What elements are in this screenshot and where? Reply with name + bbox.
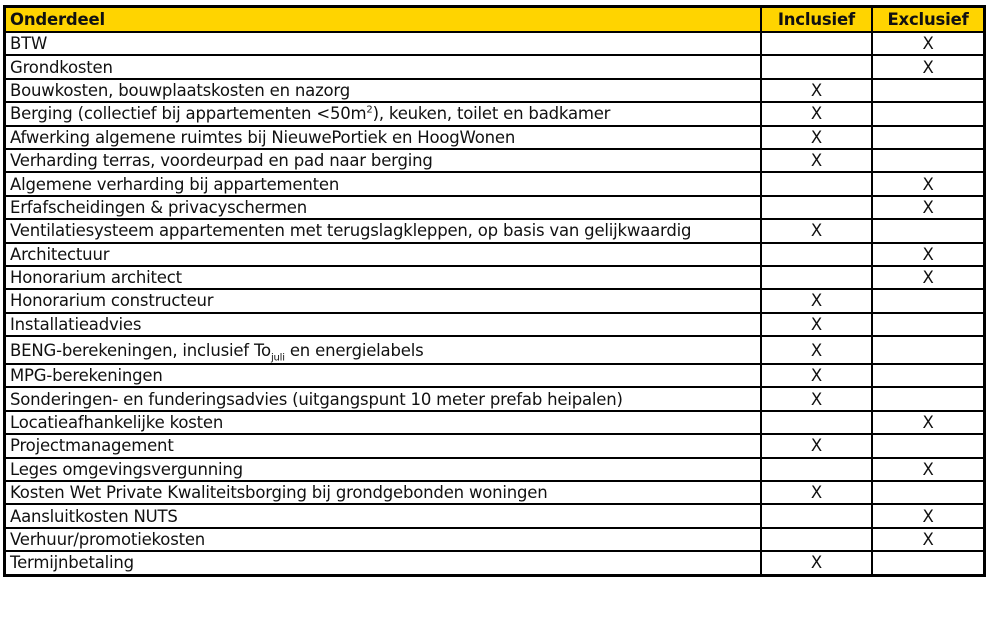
subscript: juli [270,351,285,363]
row-label [5,364,761,387]
inclusief-cell [761,504,872,527]
inclusief-cell [761,126,872,149]
row-label [5,172,761,195]
header-inclusief: Inclusief [761,7,872,33]
x-mark: X [922,197,934,217]
exclusief-cell [872,458,984,481]
label-text: Aansluitkosten NUTS [10,506,178,526]
row-label [5,102,761,125]
table-row [5,481,985,504]
table-row [5,219,985,242]
row-label [5,458,761,481]
table-row [5,336,985,364]
row-label [5,289,761,312]
exclusief-cell [872,79,984,102]
exclusief-cell [872,172,984,195]
exclusief-cell [872,219,984,242]
label-text: Sonderingen- en funderingsadvies (uitgangspunt 10 meter prefab heipalen) [10,389,623,409]
x-mark: X [810,291,822,311]
row-label [5,196,761,219]
x-mark: X [810,104,822,124]
table-row [5,434,985,457]
table-row [5,458,985,481]
exclusief-cell [872,32,984,55]
label-text: BTW [10,34,48,54]
inclusief-cell [761,528,872,551]
label-text: Algemene verharding bij appartementen [10,174,340,194]
inclusief-cell [761,266,872,289]
label-text: Grondkosten [10,57,113,77]
label-text: Honorarium architect [10,268,182,288]
row-label [5,434,761,457]
table-row [5,172,985,195]
x-mark: X [810,483,822,503]
row-label [5,551,761,575]
table-row [5,411,985,434]
table-row [5,126,985,149]
row-label [5,528,761,551]
label-text: Afwerking algemene ruimtes bij NieuwePortiek en HoogWonen [10,127,516,147]
inclusief-cell [761,55,872,78]
inclusief-cell [761,364,872,387]
inclusief-cell [761,196,872,219]
inclusief-cell [761,149,872,172]
exclusief-cell [872,55,984,78]
superscript: 2 [366,104,373,116]
label-text-after: en energielabels [284,340,424,360]
x-mark: X [922,34,934,54]
inclusief-cell [761,243,872,266]
row-label [5,79,761,102]
row-label [5,266,761,289]
inclusief-cell [761,32,872,55]
inclusief-cell [761,551,872,575]
table-row [5,196,985,219]
table-row [5,32,985,55]
inclusief-cell [761,313,872,336]
x-mark: X [810,151,822,171]
label-text: Locatieafhankelijke kosten [10,413,224,433]
x-mark: X [922,506,934,526]
row-label [5,411,761,434]
row-label [5,313,761,336]
label-text: Erfafscheidingen & privacyschermen [10,197,307,217]
row-label [5,243,761,266]
x-mark: X [922,57,934,77]
row-label [5,336,761,364]
exclusief-cell [872,528,984,551]
inclusief-cell [761,434,872,457]
header-row [5,7,985,33]
exclusief-cell [872,434,984,457]
inclusief-cell [761,219,872,242]
inclusief-cell [761,458,872,481]
label-text: Verharding terras, voordeurpad en pad naar berging [10,151,433,171]
x-mark: X [922,244,934,264]
exclusief-cell [872,149,984,172]
x-mark: X [810,366,822,386]
inclusief-cell [761,102,872,125]
row-label [5,55,761,78]
x-mark: X [922,530,934,549]
row-label [5,481,761,504]
x-mark: X [810,221,822,241]
table-row [5,551,985,575]
exclusief-cell [872,504,984,527]
table-row [5,504,985,527]
table-row [5,364,985,387]
x-mark: X [810,80,822,100]
exclusief-cell [872,126,984,149]
x-mark: X [922,268,934,288]
inclusief-cell [761,411,872,434]
x-mark: X [922,413,934,433]
cost-table [3,5,986,577]
label-text: Honorarium constructeur [10,291,214,311]
label-text: Kosten Wet Private Kwaliteitsborging bij grondgebonden woningen [10,483,548,503]
label-text: Leges omgevingsvergunning [10,459,243,479]
exclusief-cell [872,196,984,219]
x-mark: X [810,314,822,334]
x-mark: X [922,459,934,479]
x-mark: X [810,340,822,360]
table-row [5,528,985,551]
row-label [5,149,761,172]
row-label [5,504,761,527]
table-row [5,79,985,102]
inclusief-cell [761,336,872,364]
inclusief-cell [761,172,872,195]
exclusief-cell [872,102,984,125]
exclusief-cell [872,336,984,364]
row-label [5,387,761,410]
label-text: BENG-berekeningen, inclusief To [10,340,271,360]
table-row [5,102,985,125]
label-text: Architectuur [10,244,110,264]
table-row [5,243,985,266]
exclusief-cell [872,364,984,387]
label-text: Bouwkosten, bouwplaatskosten en nazorg [10,80,350,100]
label-text: Berging (collectief bij appartementen <50m [10,104,367,124]
exclusief-cell [872,266,984,289]
table-row [5,313,985,336]
exclusief-cell [872,289,984,312]
exclusief-cell [872,481,984,504]
table-row [5,289,985,312]
label-text: Installatieadvies [10,314,142,334]
exclusief-cell [872,313,984,336]
x-mark: X [810,553,822,573]
inclusief-cell [761,481,872,504]
label-text: Termijnbetaling [10,553,134,573]
table-row [5,149,985,172]
label-text: Projectmanagement [10,436,174,456]
x-mark: X [810,436,822,456]
table-row [5,266,985,289]
table-row [5,55,985,78]
exclusief-cell [872,551,984,575]
row-label [5,219,761,242]
label-text: Ventilatiesysteem appartementen met terugslagkleppen, op basis van gelijkwaardig [10,221,692,241]
label-text: MPG-berekeningen [10,366,163,386]
header-onderdeel: Onderdeel [5,7,761,33]
inclusief-cell [761,387,872,410]
x-mark: X [922,174,934,194]
label-text: Verhuur/promotiekosten [10,530,206,549]
exclusief-cell [872,411,984,434]
exclusief-cell [872,387,984,410]
row-label [5,126,761,149]
table-row [5,387,985,410]
x-mark: X [810,389,822,409]
inclusief-cell [761,79,872,102]
x-mark: X [810,127,822,147]
label-text-after: ), keuken, toilet en badkamer [372,104,611,124]
exclusief-cell [872,243,984,266]
row-label [5,32,761,55]
inclusief-cell [761,289,872,312]
header-exclusief: Exclusief [872,7,984,33]
